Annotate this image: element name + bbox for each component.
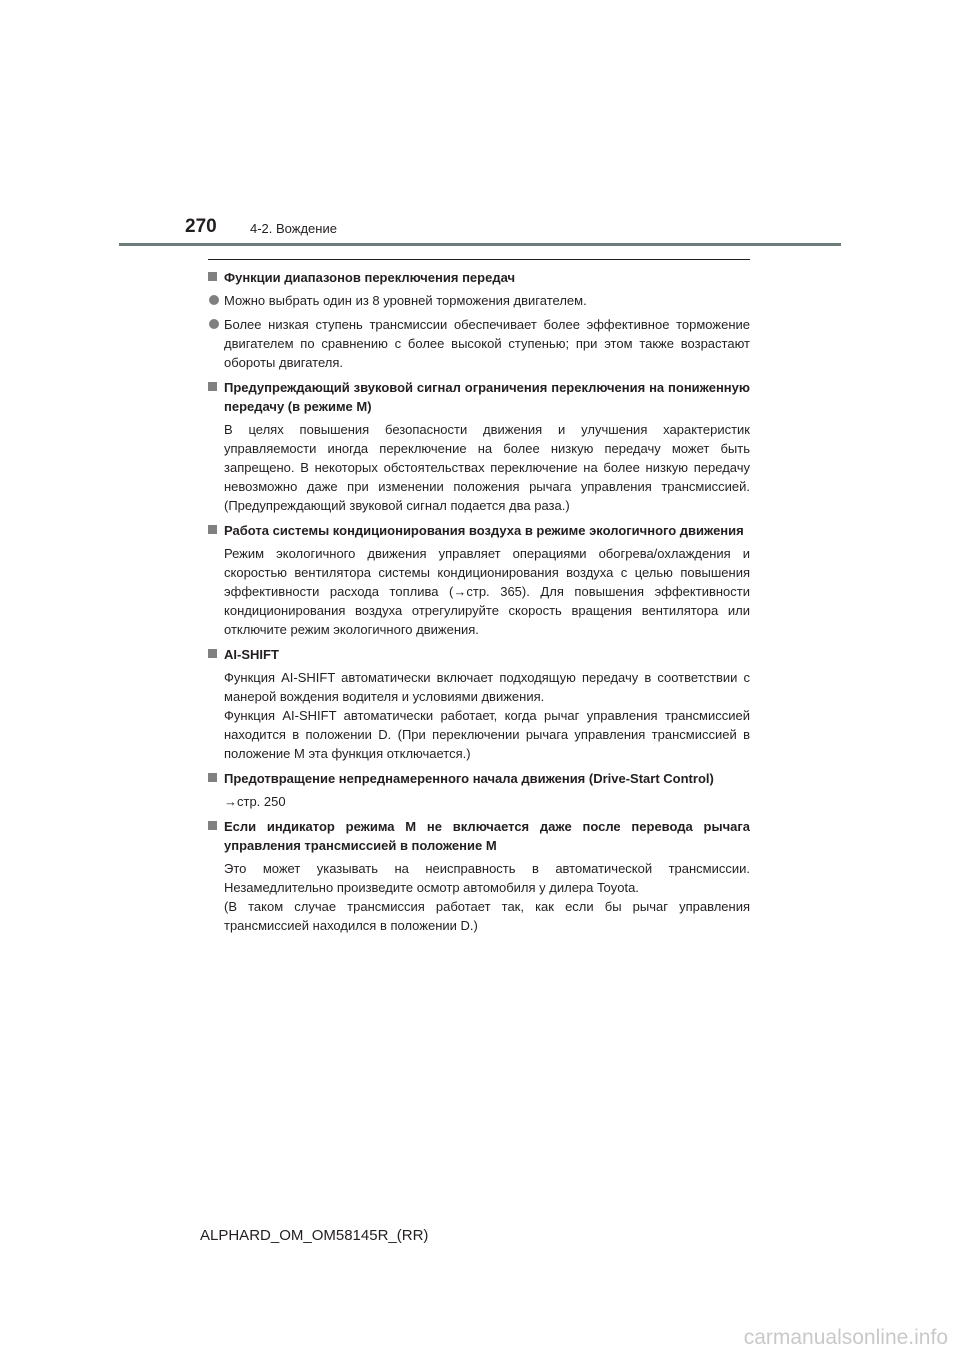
square-bullet-icon [208, 525, 217, 534]
list-item: Можно выбрать один из 8 уровней торможения двигателем. [208, 291, 750, 310]
section-drive-start-control [208, 769, 750, 811]
section-title: AI-SHIFT [208, 645, 750, 664]
section-title: Функции диапазонов переключения передач [208, 268, 750, 287]
header-divider [119, 243, 841, 246]
watermark: carmanualsonline.info [743, 1326, 948, 1349]
section-title: Предотвращение непреднамеренного начала движения (Drive-Start Control) [208, 769, 750, 788]
section-shift-ranges [208, 268, 750, 372]
section-title: Предупреждающий звуковой сигнал ограничения переключения на пониженную передачу (в режиме M) [208, 378, 750, 416]
section-downshift-warning [208, 378, 750, 515]
circle-bullet-icon [209, 295, 219, 305]
section-title: Работа системы кондиционирования воздуха в режиме экологичного движения [208, 521, 750, 540]
section-body: Режим экологичного движения управляет операциями обогрева/охлаждения и скоростью вентилятора системы кондиционирования воздуха с целью повышения эффективности расхода топлива (→стр. 365). Для повышения эффективности кондиционирования воздуха отрегулируйте скорость вращения вентилятора или отключите режим экологичного движения. [224, 546, 750, 637]
content-divider [208, 259, 750, 260]
section-reference: 4-2. Вождение [250, 221, 337, 236]
page-number: 270 [185, 216, 217, 237]
section-body: В целях повышения безопасности движения и улучшения характеристик управляемости иногда переключение на более низкую передачу может быть запрещено. В некоторых обстоятельствах переключение на более низкую передачу невозможно даже при изменении положения рычага управления трансмиссией. (Предупреждающий звуковой сигнал подается два раза.) [224, 422, 750, 513]
section-body: Это может указывать на неисправность в автоматической трансмиссии. Незамедлительно произведите осмотр автомобиля у дилера Toyota. (В таком случае трансмиссия работает так, как если бы рычаг управления трансмиссией находился в положении D.) [224, 861, 750, 933]
section-ai-shift [208, 645, 750, 763]
page-content [208, 268, 750, 941]
section-body: →стр. 250 [224, 794, 286, 809]
square-bullet-icon [208, 272, 217, 281]
list-item: Более низкая ступень трансмиссии обеспечивает более эффективное торможение двигателем по сравнению с более высокой ступенью; при этом также возрастают обороты двигателя. [208, 315, 750, 372]
square-bullet-icon [208, 821, 217, 830]
square-bullet-icon [208, 382, 217, 391]
section-m-indicator [208, 817, 750, 935]
square-bullet-icon [208, 773, 217, 782]
section-eco-air-conditioning [208, 521, 750, 639]
document-code: ALPHARD_OM_OM58145R_(RR) [200, 1227, 429, 1244]
section-title: Если индикатор режима M не включается даже после перевода рычага управления трансмиссией в положение M [208, 817, 750, 855]
square-bullet-icon [208, 649, 217, 658]
section-body: Функция AI-SHIFT автоматически включает подходящую передачу в соответствии с манерой вождения водителя и условиями движения. Функция AI-SHIFT автоматически работает, когда рычаг управления трансмиссией находится в положении D. (При переключении рычага управления трансмиссией в положение M эта функция отключается.) [224, 670, 750, 761]
circle-bullet-icon [209, 319, 219, 329]
page-header [0, 0, 960, 250]
